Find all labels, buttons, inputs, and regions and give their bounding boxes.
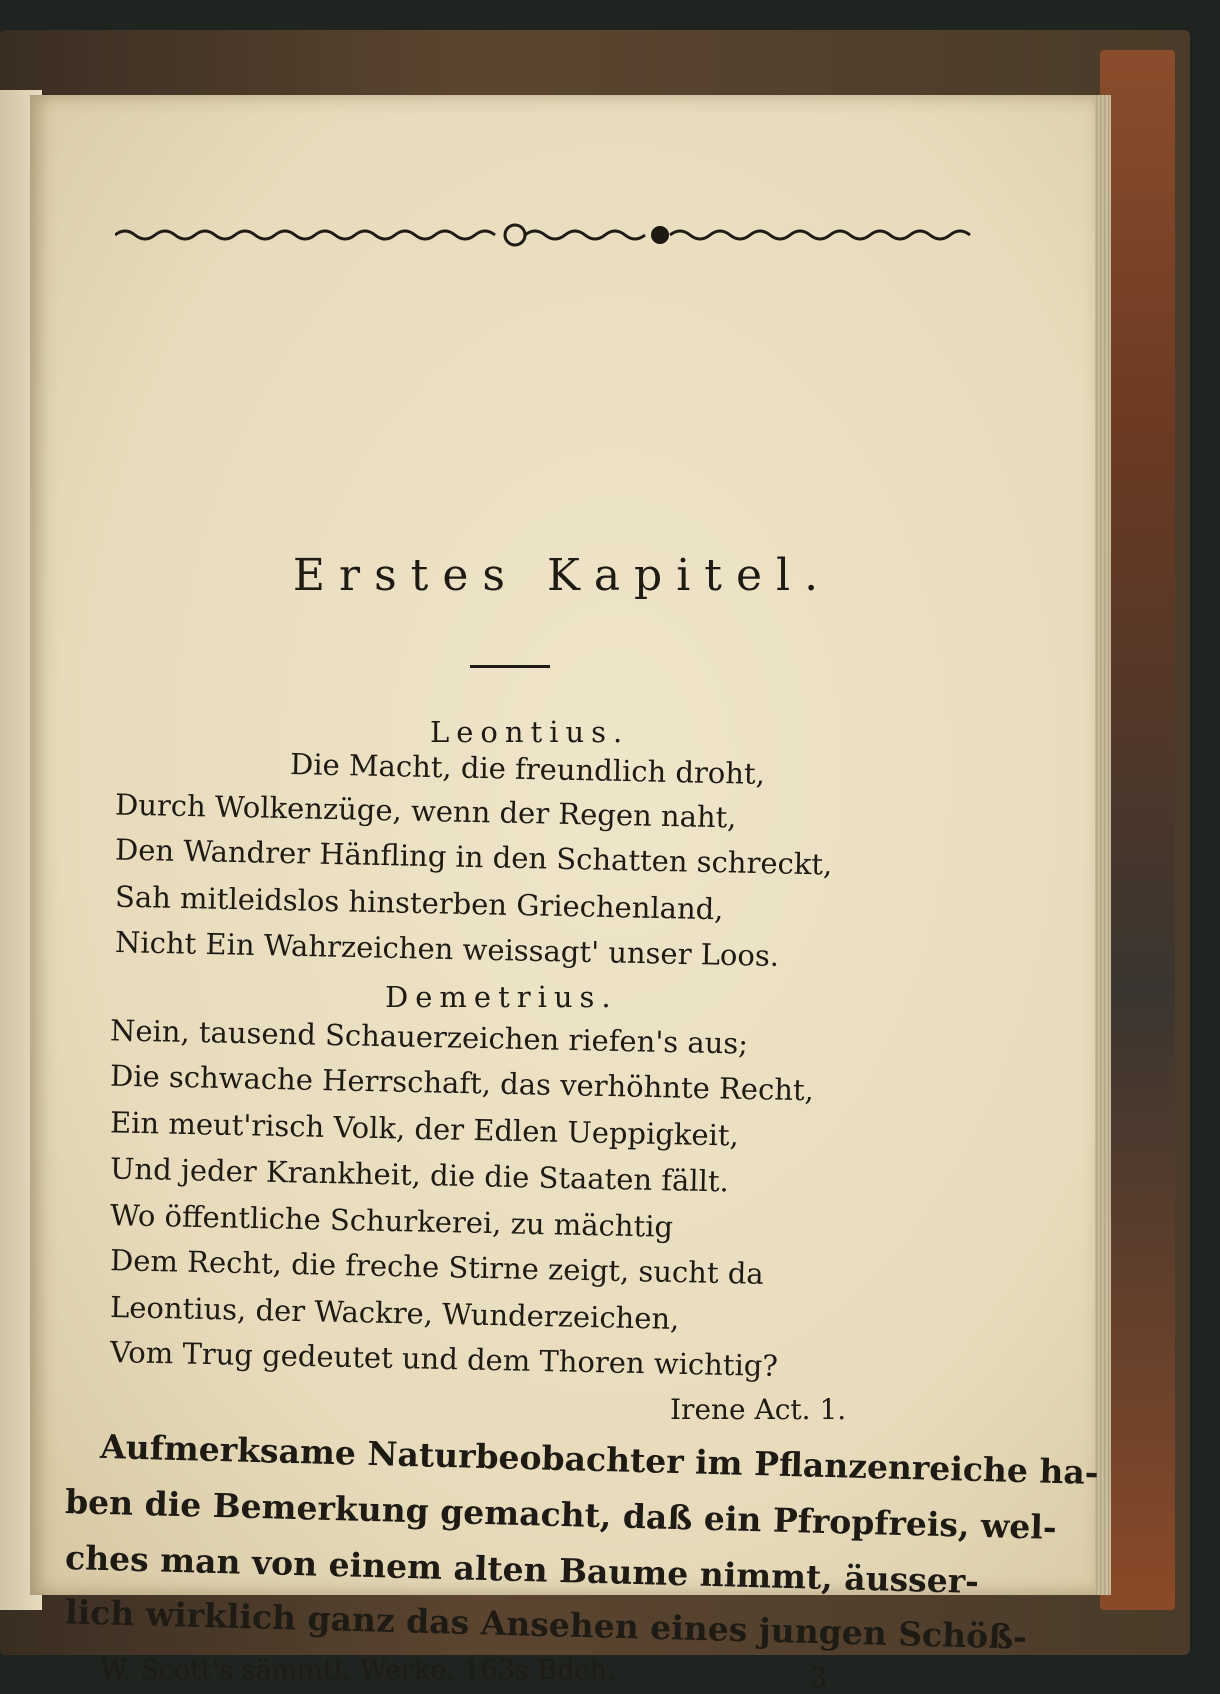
epigraph-source: Irene Act. 1. bbox=[670, 1393, 847, 1426]
page-number: 3 bbox=[810, 1663, 828, 1694]
verse-line: Sah mitleidslos hinsterben Griechenland, bbox=[114, 879, 724, 927]
footer-signature: W. Scott's sämmtl. Werke. 163s Bdch. bbox=[100, 1655, 616, 1686]
verse-line: Nein, tausend Schauerzeichen riefen's aus; bbox=[109, 1013, 749, 1061]
body-line: ches man von einem alten Baume nimmt, äusser- bbox=[64, 1538, 980, 1601]
verse-line: Nicht Ein Wahrzeichen weissagt' unser Loos. bbox=[114, 925, 780, 973]
verse-line: Den Wandrer Hänfling in den Schatten schreckt, bbox=[114, 832, 833, 882]
title-rule bbox=[470, 665, 550, 668]
chapter-title: Erstes Kapitel. bbox=[292, 550, 833, 601]
book-page bbox=[30, 95, 1099, 1694]
verse-line: Und jeder Krankheit, die die Staaten fällt. bbox=[109, 1151, 730, 1199]
verse-line: Dem Recht, die freche Stirne zeigt, sucht da bbox=[109, 1243, 765, 1291]
verse-line: Die Macht, die freundlich droht, bbox=[289, 747, 766, 791]
body-line: Aufmerksame Naturbeobachter im Pflanzenreiche ha- bbox=[99, 1426, 1099, 1493]
ornament-divider bbox=[115, 220, 975, 250]
leather-spine-edge bbox=[1100, 50, 1175, 1610]
speaker-leontius: Leontius. bbox=[430, 715, 630, 749]
verse-line: Vom Trug gedeutet und dem Thoren wichtig? bbox=[109, 1335, 779, 1383]
verse-line: Ein meut'risch Volk, der Edlen Ueppigkeit, bbox=[109, 1105, 740, 1153]
verse-line: Durch Wolkenzüge, wenn der Regen naht, bbox=[114, 787, 737, 835]
speaker-demetrius: Demetrius. bbox=[385, 980, 618, 1014]
body-line: ben die Bemerkung gemacht, daß ein Pfropfreis, wel- bbox=[64, 1482, 1058, 1547]
verse-line: Wo öffentliche Schurkerei, zu mächtig bbox=[109, 1198, 674, 1244]
verse-line: Leontius, der Wackre, Wunderzeichen, bbox=[109, 1290, 680, 1336]
body-line: lich wirklich ganz das Ansehen eines jungen Schöß- bbox=[64, 1592, 1028, 1657]
verse-line: Die schwache Herrschaft, das verhöhnte Recht, bbox=[109, 1058, 815, 1108]
